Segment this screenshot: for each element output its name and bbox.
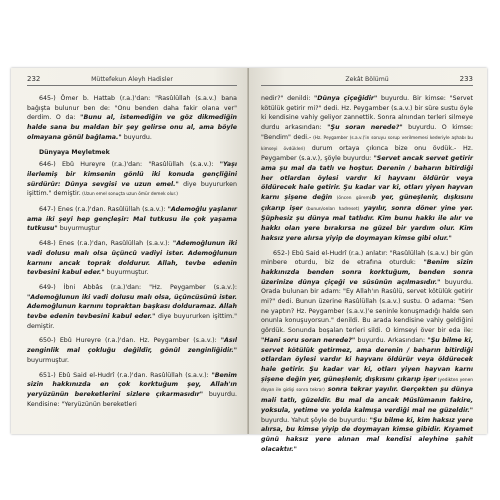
body-text: buyurmuştur	[57, 225, 101, 233]
body-text: buyurdu. Kendisine: "Yeryüzünün bereketleri	[27, 390, 237, 408]
hadith-quote-text: "Şu soran nerede?"	[327, 124, 403, 132]
left-running-head-title: Müttefekun Aleyh Hadisler	[91, 76, 173, 83]
hadith-paragraph	[261, 94, 473, 244]
hadith-quote-text: b	[371, 194, 376, 202]
footnote-note: (bunun/onları hadreset)	[302, 206, 360, 212]
hadith-quote-text: "Şu bilme ki, kim haksız yere alırsa, bu kimse yiyip de doymayan kimse gibidir. Kıyamet günü haksız yere alınan mal kendisi aleyhine şahit olacaktır."	[261, 416, 473, 453]
body-text: buyurmuştur.	[27, 356, 70, 364]
body-text: buyurdu. O kimse: "Bendim" dedi.-	[261, 124, 474, 141]
section-heading: Dünyaya Meyletmek	[39, 148, 110, 156]
open-book	[11, 68, 487, 453]
body-text: buyurdu.	[121, 133, 152, 141]
hadith-paragraph	[27, 371, 237, 410]
hadith-quote-text: "Benim sizin hakkınızda en çok korktuğum şey, Allah'ın yeryüzünün bereketlerini sizlere çıkarmasıdır"	[27, 371, 237, 398]
body-text: 645-) Ömer b. Hattab (r.a.)'dan: "Rasûlüllah (s.a.v.) bana bağışta bulunur ben de: "Onu benden daha fakir olana ver" derdim. O da:	[27, 95, 237, 122]
body-text: 646-) Ebû Hureyre (r.a.)'dan: "Rasûlüllah (s.a.v.):	[39, 161, 220, 169]
right-page	[249, 68, 487, 453]
hadith-paragraph	[27, 205, 237, 234]
hadith-quote-text: "Servet ancak servet getirir ama şu mal da tatlı ve hoştur. Derenin / baharın bitirdiği her otlardan öylesi vardır ki hayvanı öldürür veya öldürecek hale getirir. Şu kadar var ki, otları yiyen hayvan karnı şişene değin	[261, 155, 473, 202]
footnote-note: (yedikten yenen doyan ile gidişi sonra tekrar)	[261, 377, 473, 394]
body-text: 652-) Ebû Said el-Hudrî (r.a.) anlatır: "Rasûlüllah (s.a.v.) bir gün minbere oturdu, biz de etrafına oturduk:	[261, 249, 473, 267]
body-text: durum ortaya çıkınca bize onu övdük.- Hz. Peygamber (s.a.v.), şöyle buyurdu:	[261, 144, 473, 163]
hadith-quote-text: "Benim sizin hakkınızda benden sonra korktuğum, benden sonra üzerinize dünya çiçeği ve süsünün açılmasıdır."	[261, 259, 473, 286]
hadith-paragraph	[27, 283, 237, 332]
hadith-quote-text: "Ademoğlunun iki vadi dolusu malı olsa üçüncü vadiyi ister. Ademoğlunun karnını ancak toprak doldurur. Allah, tevbe edenin tevbesini kabul eder."	[27, 240, 238, 277]
hadith-paragraph	[27, 336, 237, 365]
right-running-header	[261, 75, 473, 86]
body-text: buyurdu. Yahut şöyle de buyurdu:	[261, 416, 370, 424]
left-page	[11, 68, 249, 434]
hadith-quote-text: yer, güneşlenir, dışkısını çıkarıp işer	[261, 194, 473, 212]
body-text: buyurdu. Arkasından:	[355, 336, 428, 344]
body-text: diye buyururken işittim." demiştir.	[27, 313, 237, 330]
hadith-quote-text: "Ademoğlunun iki vadi dolusu malı olsa, üçüncüsünü ister. Ademoğlunun karnını topraktan başkası dolduramaz. Allah tevbe edenin tevbesini kabul eder."	[27, 293, 237, 321]
footnote-note: (Hz. Peygamber (s.a.v.)'in soruyu sorup verilmemesi kederiyle aşhabı bu kimseyi övdükleri)	[261, 135, 473, 152]
body-text: diye buyururken işittim." demiştir.	[27, 180, 237, 198]
footnote-note: (öncen görem)	[332, 196, 372, 202]
hadith-paragraph	[261, 249, 473, 455]
left-page-number: 232	[27, 75, 41, 83]
footnote-note: (Uzun emel sonuçta uzun ömür demek olur.)	[80, 192, 178, 198]
right-page-body	[261, 94, 473, 454]
body-text: buyurdu. Bir kimse: "Servet kötülük getirir mi?" dedi. Hz. Peygamber (s.a.v.) bir süre sustu öyle ki kendisine vahiy geliyor zannettik. Sonra alnından terleri silmeye durdu arkasından:	[261, 95, 474, 132]
hadith-quote-text: yayılır, sonra döner yine yer. Şüphesiz şu dünya mal tatlıdır. Kim bunu hakkı ile alır ve hakkı olan yere bırakırsa ne güzel bir yardım olur. Kim haksız yere alırsa yiyip de doymayan kimse gibi olur."	[261, 204, 473, 242]
hadith-quote-text: "Bunu al, istemediğin ve göz dikmediğin halde sana bu maldan bir şey gelirse onu al, ama böyle olmayana gönül bağlama."	[27, 114, 237, 141]
left-page-body	[27, 94, 237, 409]
body-text: buyurmuştur.	[104, 269, 149, 277]
hadith-quote-text: "Asıl zenginlik mal çokluğu değildir, gönül zenginliğidir."	[27, 337, 237, 355]
body-text: 649-) İbni Abbâs (r.a.)'dan: "Hz. Peygamber (s.a.v.):	[39, 283, 237, 291]
body-text: 651-) Ebû Said el-Hudrî (r.a.)'dan. Rasûlüllah (s.a.v.):	[39, 371, 212, 379]
body-text: 650-) Ebû Hureyre (r.a.)'dan. Hz. Peygamber (s.a.v.):	[39, 337, 221, 345]
hadith-quote-text: "Yaşı ilerlemiş bir kimsenin gönlü iki konuda gençliğini sürdürür: Dünya sevgisi ve uzun emel."	[27, 161, 237, 188]
hadith-paragraph	[27, 94, 237, 143]
hadith-quote-text: "Dünya çiçeğidir"	[314, 95, 378, 102]
hadith-quote-text: "Hani soru soran nerede?"	[261, 336, 356, 344]
hadith-paragraph	[27, 160, 237, 200]
right-page-number: 233	[459, 75, 473, 83]
right-running-head-title: Zekât Bölümü	[345, 76, 389, 83]
body-text: buyurdu. Orada bulunan bir adam: "Ey Allah'ın Rasûlü, servet kötülük getirir mi?" dedi. Bunun üzerine Rasûlüllah (s.a.v.) sustu. O adama: "Sen ne yaptın? Hz. Peygamber (s.a.v.)'e seninle konuşmadığı halde sen onunla konuşuyorsun." denildi. Bu arada kendisine vahiy geldiğini gördük. Sonunda boşalan terleri sildi. O kimseyi över bir eda ile:	[261, 278, 473, 335]
left-running-header	[27, 75, 237, 86]
body-text: 648-) Enes (r.a.)'dan, Rasûlüllah (s.a.v.):	[39, 240, 173, 248]
hadith-quote-text: "Ademoğlu yaşlanır ama iki şeyi hep gençleşir: Mal tutkusu ile çok yaşama tutkusu"	[27, 206, 237, 233]
hadith-quote-text: "Şu bilme ki, servet kötülük getirmez, ama derenin / baharın bitirdiği otlardan öylesi vardır ki hayvanı öldürür veya öldürecek hale getirir. Şu kadar var ki, otları yiyen hayvan karnı şişene değin yer, güneşlenir, dışkısını çıkarıp işer	[261, 336, 474, 383]
body-text: nedir?" denildi:	[261, 95, 314, 102]
hadith-quote-text: sonra tekrar yayılır. Gerçekten şu dünya mali tatlı, güzeldir. Bu mal da ancak Müslümanın fakire, yoksula, yetime ve yolda kalmışa verdiği mal ne güzeldir."	[261, 386, 474, 414]
hadith-paragraph	[27, 239, 237, 278]
body-text: 647-) Enes (r.a.)'dan. Rasûlüllah (s.a.v.):	[39, 206, 168, 214]
